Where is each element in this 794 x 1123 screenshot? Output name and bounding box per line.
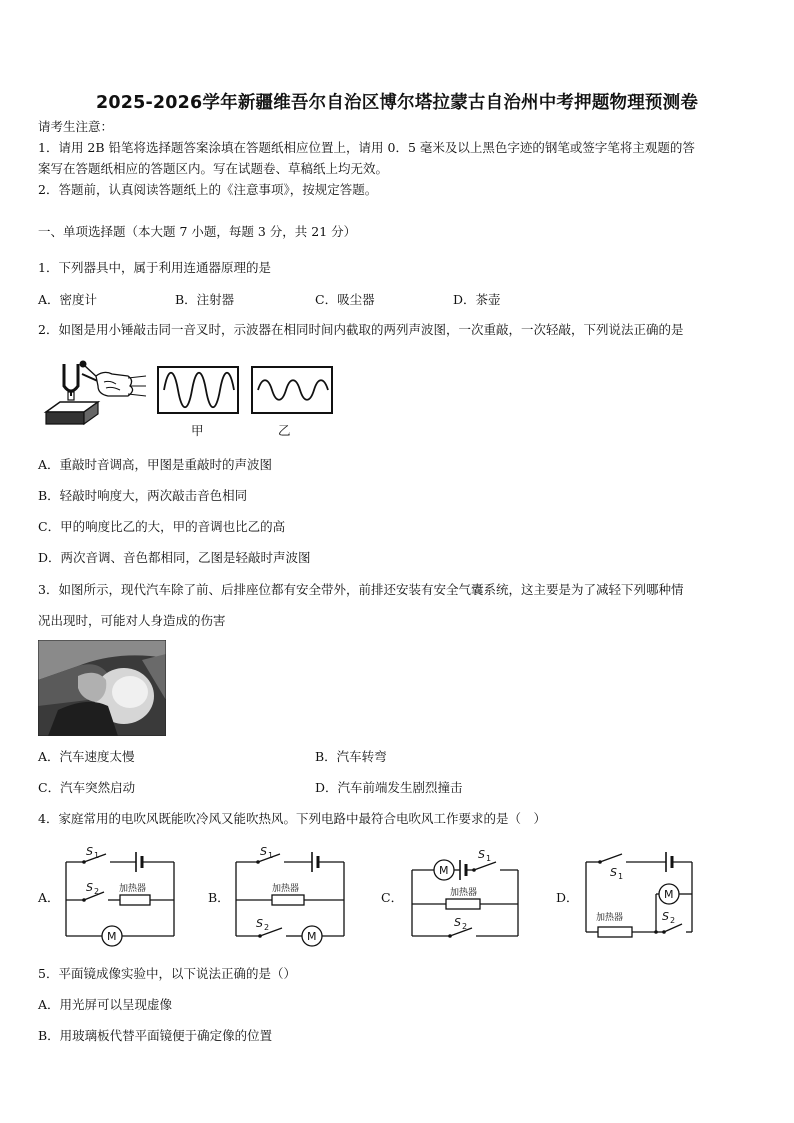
- q4-option-c-label: C．: [381, 890, 404, 905]
- airbag-photo: [38, 640, 166, 736]
- circuit-d-s1-label: S: [610, 866, 617, 879]
- circuit-c-heater-label: 加热器: [450, 888, 478, 898]
- circuit-c-s2-sub: 2: [462, 922, 468, 931]
- waveform-yi: [250, 365, 334, 415]
- circuit-d-s2-label: S: [662, 910, 669, 923]
- page-title: 2025-2026学年新疆维吾尔自治区博尔塔拉蒙古自治州中考押题物理预测卷: [95, 93, 699, 113]
- notice-line-2: 2．答题前，认真阅读答题纸上的《注意事项》，按规定答题。: [38, 182, 378, 197]
- circuit-a-s1-sub: 1: [94, 851, 100, 860]
- circuit-c-s1-sub: 1: [486, 854, 492, 863]
- circuit-b-s2-label: S: [256, 917, 263, 930]
- circuit-a-heater-label: 加热器: [119, 884, 147, 894]
- circuit-b: [226, 840, 356, 954]
- q3-option-d: D．汽车前端发生剧烈撞击: [315, 780, 463, 795]
- q2-stem: 2．如图是用小锤敲击同一音叉时，示波器在相同时间内截取的两列声波图，一次重敲，一次轻敲，下列说法正确的是: [38, 322, 684, 337]
- circuit-b-motor-label: M: [307, 930, 317, 943]
- q2-option-b: B．轻敲时响度大，两次敲击音色相同: [38, 488, 248, 503]
- circuit-c: [400, 840, 530, 954]
- tuning-fork-figure: [38, 356, 150, 428]
- circuit-d-heater-label: 加热器: [596, 913, 624, 923]
- waveform-jia: [156, 365, 240, 415]
- q2-option-d: D．两次音调、音色都相同，乙图是轻敲时声波图: [38, 550, 311, 565]
- circuit-b-s2-sub: 2: [264, 923, 270, 932]
- q1-stem: 1．下列器具中，属于利用连通器原理的是: [38, 260, 271, 275]
- label-jia: 甲: [191, 423, 204, 438]
- q5-option-a: A．用光屏可以呈现虚像: [38, 997, 173, 1012]
- q3-option-c: C．汽车突然启动: [38, 780, 136, 795]
- q3-option-b: B．汽车转弯: [315, 749, 387, 764]
- circuit-d-s2-sub: 2: [670, 916, 676, 925]
- circuit-c-s2-label: S: [454, 916, 461, 929]
- circuit-a: [56, 840, 186, 954]
- label-yi: 乙: [278, 423, 291, 438]
- circuit-a-s2-sub: 2: [94, 887, 100, 896]
- circuit-b-s1-sub: 1: [268, 851, 274, 860]
- notice-heading: 请考生注意：: [38, 119, 114, 134]
- q2-option-a: A．重敲时音调高，甲图是重敲时的声波图: [38, 457, 273, 472]
- q4-option-b-label: B．: [208, 890, 230, 905]
- q1-option-a: A．密度计: [38, 292, 98, 307]
- circuit-b-s1-label: S: [260, 845, 267, 858]
- circuit-d-motor-label: M: [664, 888, 674, 901]
- circuit-a-motor-label: M: [107, 930, 117, 943]
- q4-stem: 4．家庭常用的电吹风既能吹冷风又能吹热风。下列电路中最符合电吹风工作要求的是（ ）: [38, 811, 546, 826]
- q2-option-c: C．甲的响度比乙的大，甲的音调也比乙的高: [38, 519, 286, 534]
- circuit-d-s1-sub: 1: [618, 872, 624, 881]
- circuit-a-s1-label: S: [86, 845, 93, 858]
- circuit-d: [576, 840, 706, 944]
- q3-stem-line1: 3．如图所示，现代汽车除了前、后排座位都有安全带外，前排还安装有安全气囊系统，这主要是为了减轻下列哪种情: [38, 582, 684, 597]
- circuit-a-s2-label: S: [86, 881, 93, 894]
- q5-option-b: B．用玻璃板代替平面镜便于确定像的位置: [38, 1028, 273, 1043]
- circuit-c-motor-label: M: [439, 864, 449, 877]
- q5-stem: 5．平面镜成像实验中，以下说法正确的是（）: [38, 966, 296, 981]
- circuit-c-s1-label: S: [478, 848, 485, 861]
- section-heading: 一、单项选择题（本大题 7 小题，每题 3 分，共 21 分）: [38, 224, 357, 239]
- circuit-b-heater-label: 加热器: [272, 884, 300, 894]
- notice-line-1a: 1．请用 2B 铅笔将选择题答案涂填在答题纸相应位置上，请用 0．5 毫米及以上黑色字迹的钢笔或签字笔将主观题的答: [38, 140, 695, 155]
- q3-option-a: A．汽车速度太慢: [38, 749, 135, 764]
- q3-stem-line2: 况出现时，可能对人身造成的伤害: [38, 613, 226, 628]
- q1-option-c: C．吸尘器: [315, 292, 375, 307]
- q1-option-b: B．注射器: [175, 292, 235, 307]
- q1-option-d: D．茶壶: [453, 292, 501, 307]
- notice-line-1b: 案写在答题纸相应的答题区内。写在试题卷、草稿纸上均无效。: [38, 161, 389, 176]
- q4-option-a-label: A．: [38, 890, 60, 905]
- q4-option-d-label: D．: [556, 890, 579, 905]
